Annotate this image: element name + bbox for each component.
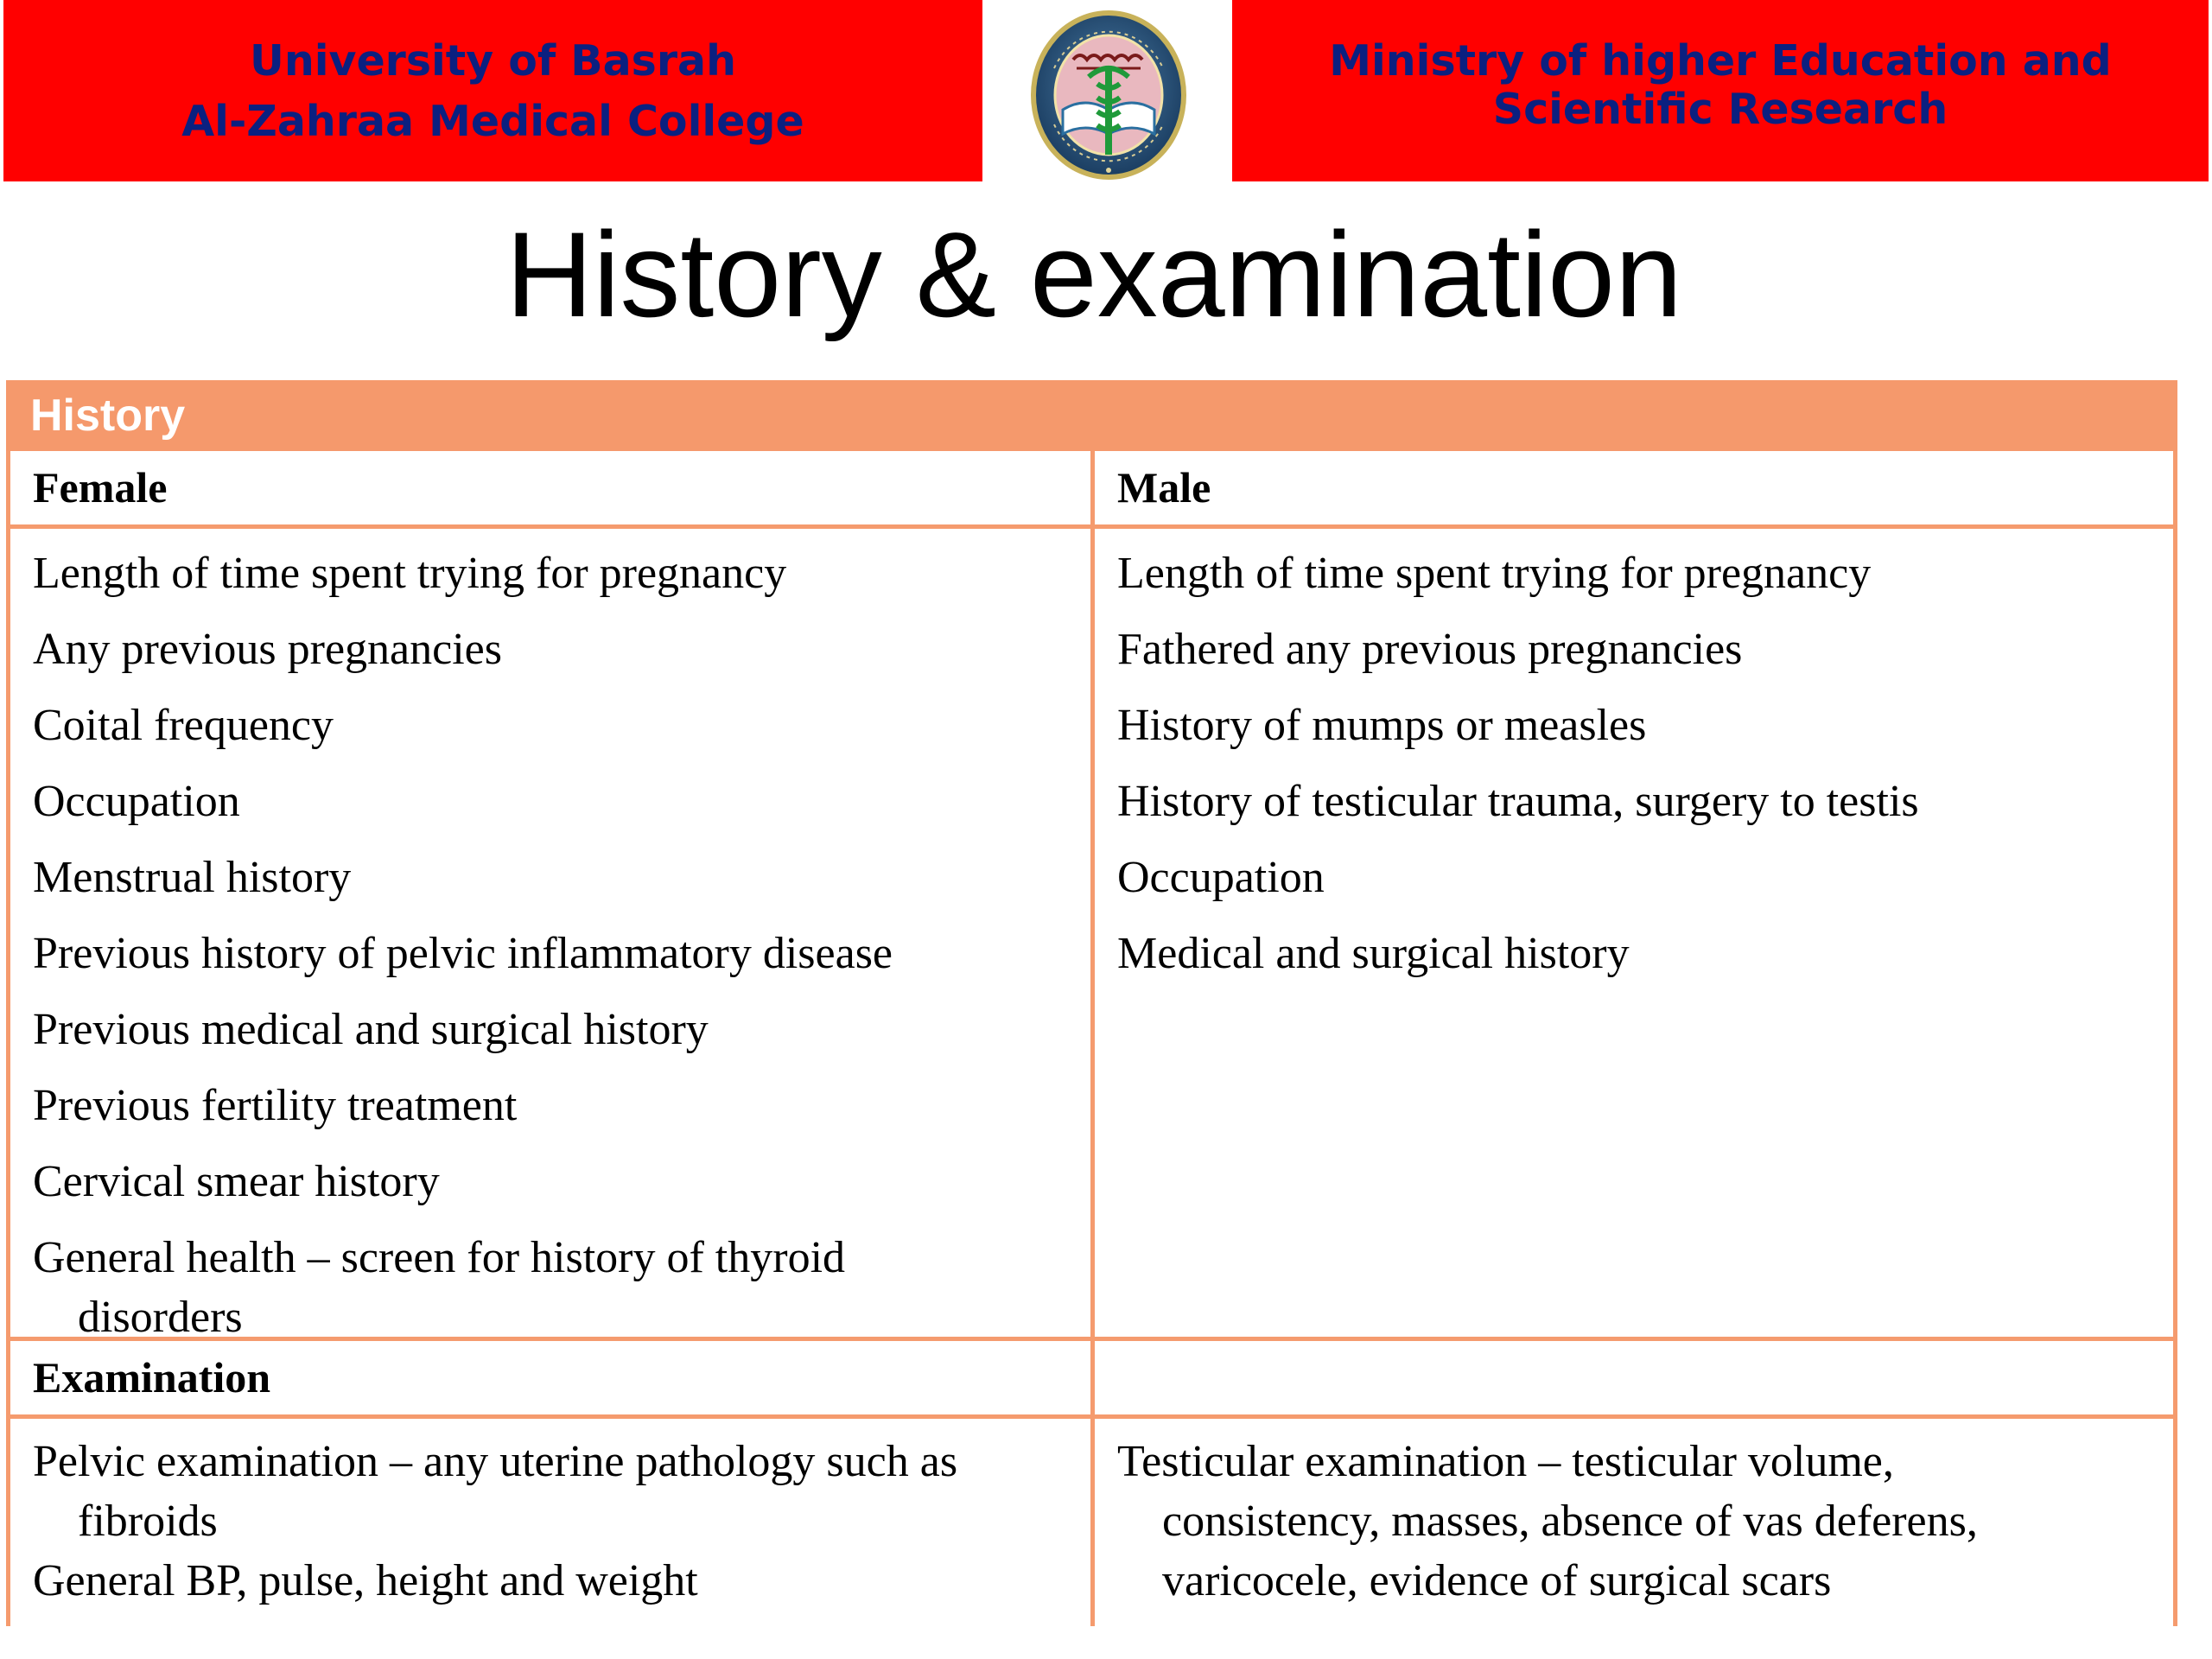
list-item: Coital frequency <box>33 701 334 750</box>
list-item: Any previous pregnancies <box>33 625 502 674</box>
column-header-male: Male <box>1117 463 1211 512</box>
list-item: Occupation <box>1117 853 1325 902</box>
list-item: Previous medical and surgical history <box>33 1005 709 1054</box>
list-item: Occupation <box>33 777 240 826</box>
college-name: Al-Zahraa Medical College <box>181 97 804 146</box>
list-item: Previous history of pelvic inflammatory disease <box>33 929 893 978</box>
ministry-name-line1: Ministry of higher Education and <box>1329 36 2112 86</box>
history-row <box>10 529 2173 1341</box>
page-title: History & examination <box>505 207 1682 342</box>
column-header-female: Female <box>10 451 1095 524</box>
table-header: History <box>6 380 2177 451</box>
list-item: Medical and surgical history <box>1117 929 1630 978</box>
list-item: History of testicular trauma, surgery to testis <box>1117 777 1919 826</box>
examination-label: Examination <box>10 1341 1095 1414</box>
examination-header-row <box>10 1341 2173 1419</box>
ministry-name-line2: Scientific Research <box>1492 85 1948 134</box>
list-item: General health – screen for history of thyroid disorders <box>33 1233 846 1342</box>
list-item: Menstrual history <box>33 853 352 902</box>
male-history-cell <box>1095 529 2173 1337</box>
examination-row <box>10 1419 2173 1626</box>
female-history-cell <box>10 529 1095 1342</box>
university-banner <box>3 0 982 181</box>
list-item: Length of time spent trying for pregnancy <box>1117 549 1872 598</box>
history-table <box>6 380 2177 1626</box>
column-header-row <box>10 451 2173 529</box>
list-item: Fathered any previous pregnancies <box>1117 625 1743 674</box>
list-item: Testicular examination – testicular volume, consistency, masses, absence of vas deferens, varicocele, evidence of surgical scars <box>1117 1437 1978 1605</box>
list-item: General BP, pulse, height and weight <box>33 1556 698 1605</box>
list-item: Pelvic examination – any uterine pathology such as fibroids <box>33 1437 958 1546</box>
table-grid <box>6 451 2177 1626</box>
ministry-banner <box>1232 0 2209 181</box>
list-item: Cervical smear history <box>33 1157 440 1206</box>
male-examination-cell <box>1095 1419 2173 1626</box>
list-item: Previous fertility treatment <box>33 1081 518 1130</box>
university-name: University of Basrah <box>250 36 736 86</box>
list-item: History of mumps or measles <box>1117 701 1647 750</box>
college-seal-icon <box>1028 8 1189 182</box>
female-examination-cell <box>10 1419 1095 1626</box>
examination-label-blank <box>1095 1341 2173 1414</box>
list-item: Length of time spent trying for pregnancy <box>33 549 787 598</box>
